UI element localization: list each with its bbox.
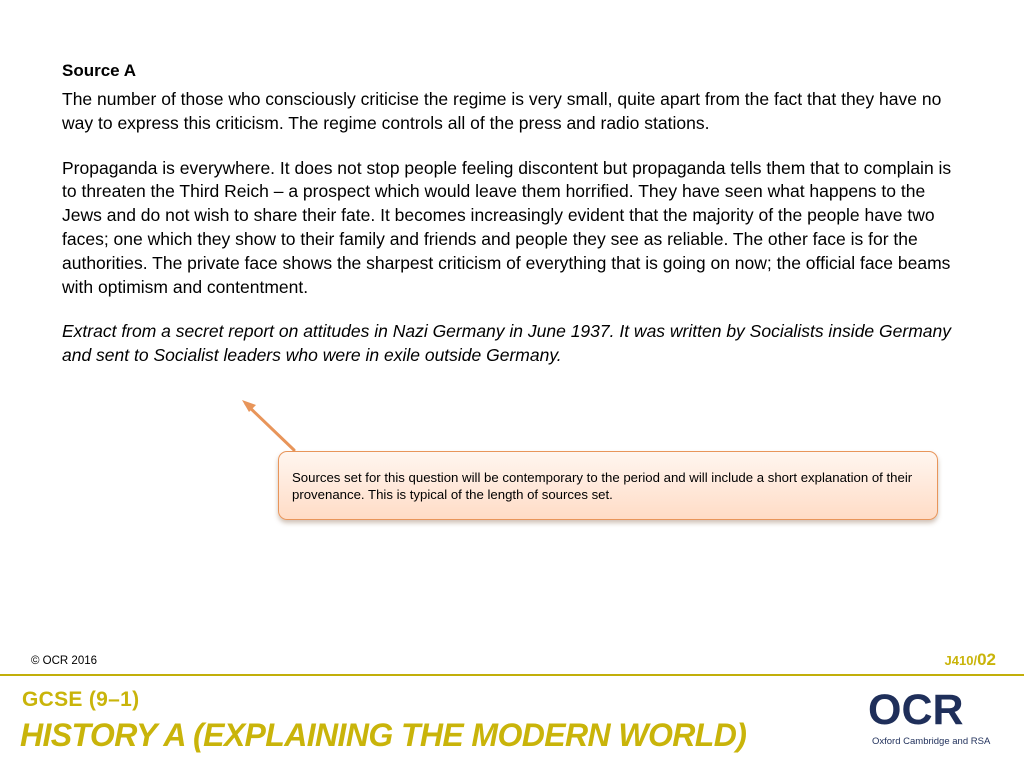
paper-code-prefix: J410/ xyxy=(944,653,978,668)
source-paragraph-1: The number of those who consciously criticise the regime is very small, quite apart from the fact that they have no way to express this criticism. The regime controls all of the press and radio stations. xyxy=(62,89,942,133)
source-section xyxy=(62,60,962,368)
provenance-callout xyxy=(278,451,938,520)
ocr-logo-wordmark: OCR xyxy=(868,686,964,734)
subject-title: HISTORY A (EXPLAINING THE MODERN WORLD) xyxy=(20,717,747,753)
qualification-label: GCSE (9–1) xyxy=(22,688,140,711)
source-paragraph-2: Propaganda is everywhere. It does not stop people feeling discontent but propaganda tells them that to complain is to threaten the Third Reich – a prospect which would leave them horrified. They have seen what happens to the Jews and do not wish to share their fate. It becomes increasingly evident that the majority of the people have two faces; one which they show to their family and friends and people they see as reliable. The other face is for the authorities. The private face shows the sharpest criticism of everything that is going on now; the official face beams with optimism and contentment. xyxy=(62,157,952,297)
ocr-logo-subtext: Oxford Cambridge and RSA xyxy=(872,736,991,747)
ocr-logo xyxy=(868,686,998,752)
paper-code xyxy=(945,650,996,670)
paper-code-suffix: 02 xyxy=(977,650,996,669)
footer-divider xyxy=(0,674,1024,676)
callout-arrow-icon xyxy=(230,390,310,460)
copyright-notice: © OCR 2016 xyxy=(31,655,98,667)
source-title: Source A xyxy=(62,61,137,80)
callout-text: Sources set for this question will be contemporary to the period and will include a short explanation of their provenance. This is typical of the length of sources set. xyxy=(292,470,913,502)
source-provenance: Extract from a secret report on attitudes in Nazi Germany in June 1937. It was written by Socialists inside Germany and sent to Socialist leaders who were in exile outside Germany. xyxy=(62,321,951,366)
